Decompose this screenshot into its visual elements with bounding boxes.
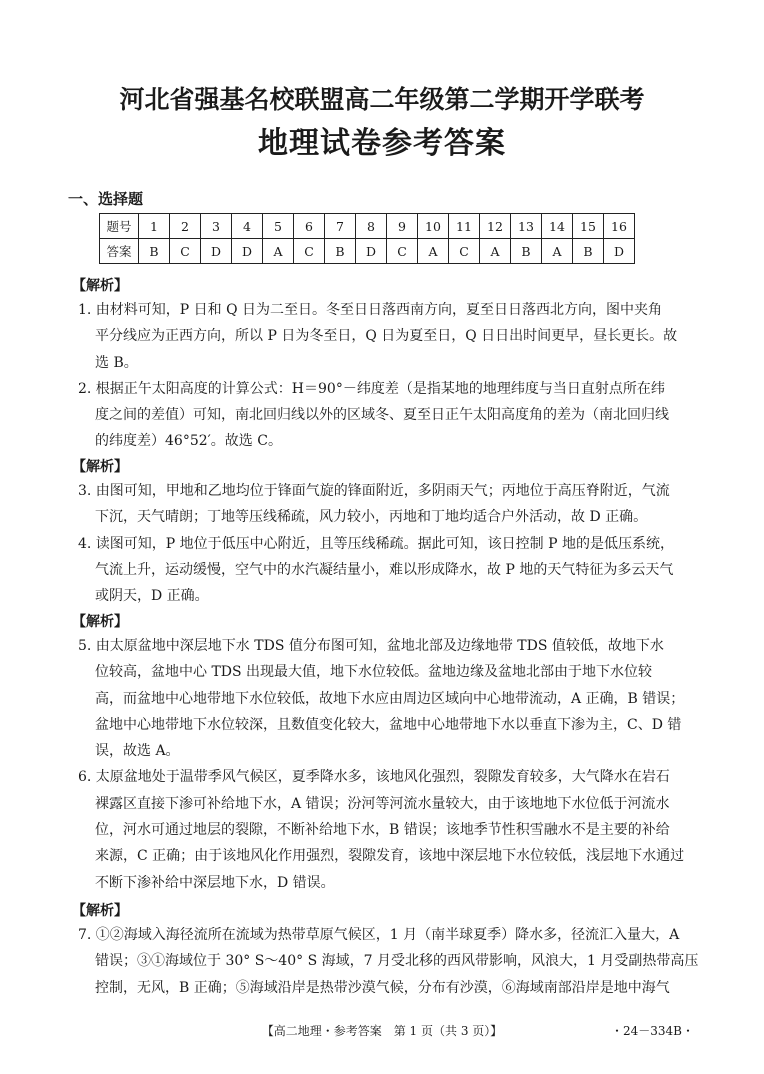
- table-header-cell: 题号: [100, 214, 139, 239]
- table-row-numbers: [100, 214, 635, 239]
- table-cell: 3: [201, 214, 232, 239]
- text-line: 5. 由太原盆地中深层地下水 TDS 值分布图可知，盆地北部及边缘地带 TDS 值较低，故地下水: [78, 638, 664, 654]
- table-cell: 15: [573, 214, 604, 239]
- text-line: 盆地中心地带地下水位较深，且数值变化较大，盆地中心地带地下水以垂直下渗为主，C、D 错: [95, 716, 682, 733]
- text-line: 来源，C 正确；由于该地风化作用强烈，裂隙发育，该地中深层地下水位较低，浅层地下水通过: [95, 848, 685, 865]
- table-cell: B: [325, 239, 356, 264]
- text-line: 下沉，天气晴朗；丁地等压线稀疏，风力较小，丙地和丁地均适合户外活动，故 D 正确。: [95, 509, 648, 526]
- table-cell: 8: [356, 214, 387, 239]
- text-line: 不断下渗补给中深层地下水，D 错误。: [95, 874, 335, 891]
- table-cell: 10: [418, 214, 449, 239]
- text-line: 的纬度差）46°52′。故选 C。: [95, 433, 282, 450]
- table-cell: 7: [325, 214, 356, 239]
- table-cell: 9: [387, 214, 418, 239]
- table-cell: D: [604, 239, 635, 264]
- text-line: 或阴天，D 正确。: [95, 588, 209, 605]
- table-cell: C: [387, 239, 418, 264]
- table-cell: B: [511, 239, 542, 264]
- table-cell: B: [573, 239, 604, 264]
- analysis-label: 【解析】: [72, 459, 128, 475]
- text-line: 位，河水可通过地层的裂隙，不断补给地下水，B 错误；该地季节性积雪融水不是主要的补给: [95, 822, 670, 839]
- doc-code: ・24－334B・: [611, 1024, 694, 1038]
- text-line: 1. 由材料可知，P 日和 Q 日为二至日。冬至日日落西南方向，夏至日日落西北方向，图中夹角: [78, 302, 663, 318]
- table-cell: A: [542, 239, 573, 264]
- analysis-block-2: [78, 478, 698, 609]
- table-cell: A: [418, 239, 449, 264]
- text-line: 度之间的差值）可知，南北回归线以外的区域冬、夏至日正午太阳高度角的差为（南北回归线: [95, 407, 669, 424]
- table-cell: D: [201, 239, 232, 264]
- text-line: 7. ①②海域入海径流所在流域为热带草原气候区，1 月（南半球夏季）降水多，径流汇入量大，A: [78, 927, 680, 943]
- table-cell: C: [170, 239, 201, 264]
- table-cell: 14: [542, 214, 573, 239]
- analysis-block-3: [78, 633, 698, 896]
- text-line: 平分线应为正西方向，所以 P 日为冬至日，Q 日为夏至日，Q 日日出时间更早，昼长更长。故: [95, 328, 678, 345]
- answer-table: [99, 213, 635, 264]
- text-line: 2. 根据正午太阳高度的计算公式：H＝90°－纬度差（是指某地的地理纬度与当日直射点所在纬: [78, 380, 665, 397]
- page-footer: 【高二地理・参考答案 第 1 页（共 3 页）】: [261, 1024, 503, 1038]
- text-line: 4. 读图可知，P 地位于低压中心附近，且等压线稀疏。据此可知，该日控制 P 地的是低压系统，: [78, 535, 674, 552]
- table-cell: 2: [170, 214, 201, 239]
- table-cell: D: [232, 239, 263, 264]
- text-line: 气流上升，运动缓慢，空气中的水汽凝结量小，难以形成降水，故 P 地的天气特征为多云天气: [95, 561, 674, 578]
- analysis-block-1: [78, 297, 698, 455]
- table-cell: 1: [139, 214, 170, 239]
- table-row-answers: [100, 239, 635, 264]
- table-header-cell: 答案: [100, 239, 139, 264]
- table-cell: D: [356, 239, 387, 264]
- analysis-block-4: [78, 922, 698, 1001]
- text-line: 3. 由图可知，甲地和乙地均位于锋面气旋的锋面附近，多阴雨天气；丙地位于高压脊附近，气流: [78, 483, 670, 499]
- text-line: 选 B。: [95, 354, 138, 371]
- table-cell: C: [449, 239, 480, 264]
- table-cell: A: [263, 239, 294, 264]
- text-line: 裸露区直接下渗可补给地下水，A 错误；汾河等河流水量较大，由于该地地下水位低于河流水: [95, 795, 670, 812]
- table-cell: C: [294, 239, 325, 264]
- text-line: 位较高，盆地中心 TDS 出现最大值，地下水位较低。盆地边缘及盆地北部由于地下水位较: [95, 664, 653, 681]
- table-cell: B: [139, 239, 170, 264]
- text-line: 高，而盆地中心地带地下水位较低，故地下水应由周边区域向中心地带流动，A 正确，B 错误；: [95, 690, 685, 707]
- text-line: 控制，无风，B 正确；⑤海域沿岸是热带沙漠气候，分布有沙漠，⑥海域南部沿岸是地中海气: [95, 979, 670, 996]
- table-cell: 11: [449, 214, 480, 239]
- analysis-label: 【解析】: [72, 278, 128, 294]
- analysis-label: 【解析】: [72, 614, 128, 630]
- page-title-line1: 河北省强基名校联盟高二年级第二学期开学联考: [119, 85, 645, 114]
- table-cell: 4: [232, 214, 263, 239]
- analysis-label: 【解析】: [72, 903, 128, 919]
- section-title: 一、选择题: [68, 190, 144, 208]
- table-cell: 5: [263, 214, 294, 239]
- table-cell: 12: [480, 214, 511, 239]
- text-line: 错误；③①海域位于 30° S～40° S 海域，7 月受北移的西风带影响，风浪大，1 月受副热带高压: [95, 953, 699, 970]
- table-cell: 6: [294, 214, 325, 239]
- text-line: 6. 太原盆地处于温带季风气候区，夏季降水多，该地风化强烈，裂隙发育较多，大气降水在岩石: [78, 769, 670, 786]
- table-cell: 16: [604, 214, 635, 239]
- page-title-line2: 地理试卷参考答案: [258, 126, 506, 161]
- table-cell: A: [480, 239, 511, 264]
- text-line: 误，故选 A。: [95, 743, 180, 760]
- table-cell: 13: [511, 214, 542, 239]
